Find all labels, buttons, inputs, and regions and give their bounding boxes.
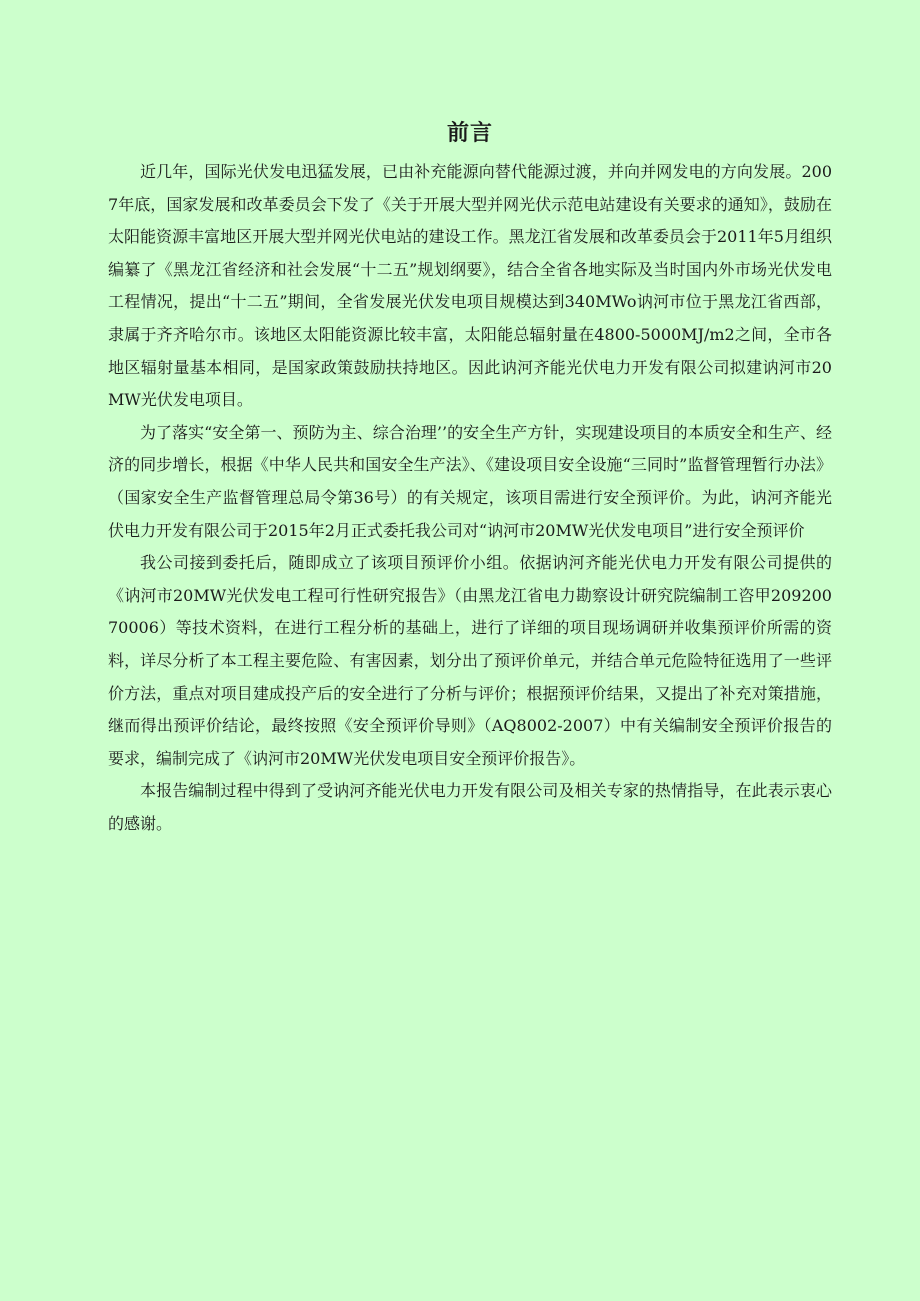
paragraph-2: 为了落实“安全第一、预防为主、综合治理’’的安全生产方针，实现建设项目的本质安全和生产、经济的同步增长，根据《中华人民共和国安全生产法》、《建设项目安全设施“三同时”监督管理暂行办法》（国家安全生产监督管理总局令第36号）的有关规定，该项目需进行安全预评价。为此，讷河齐能光伏电力开发有限公司于2015年2月正式委托我公司对“讷河市20MW光伏发电项目”进行安全预评价 — [108, 422, 832, 540]
page-title: 前言 — [446, 121, 493, 146]
paragraph-1: 近几年，国际光伏发电迅猛发展，已由补充能源向替代能源过渡，并向并网发电的方向发展。2007年底，国家发展和改革委员会下发了《关于开展大型并网光伏示范电站建设有关要求的通知》，鼓励在太阳能资源丰富地区开展大型并网光伏电站的建设工作。黑龙江省发展和改革委员会于2011年5月组织编纂了《黑龙江省经济和社会发展“十二五”规划纲要》，结合全省各地实际及当时国内外市场光伏发电工程情况，提出“十二五”期间，全省发展光伏发电项目规模达到340MWo讷河市位于黑龙江省西部，隶属于齐齐哈尔市。该地区太阳能资源比较丰富，太阳能总辐射量在4800-5000MJ/m2之间，全市各地区辐射量基本相同，是国家政策鼓励扶持地区。因此讷河齐能光伏电力开发有限公司拟建讷河市20MW光伏发电项目。 — [108, 162, 832, 410]
paragraph-4: 本报告编制过程中得到了受讷河齐能光伏电力开发有限公司及相关专家的热情指导，在此表示衷心的感谢。 — [108, 781, 832, 833]
paragraph-3: 我公司接到委托后，随即成立了该项目预评价小组。依据讷河齐能光伏电力开发有限公司提供的《讷河市20MW光伏发电工程可行性研究报告》（由黑龙江省电力勘察设计研究院编制工咨甲20920070006）等技术资料，在进行工程分析的基础上，进行了详细的项目现场调研并收集预评价所需的资料，详尽分析了本工程主要危险、有害因素，划分出了预评价单元，并结合单元危险特征选用了一些评价方法，重点对项目建成投产后的安全进行了分析与评价；根据预评价结果，又提出了补充对策措施，继而得出预评价结论，最终按照《安全预评价导则》（AQ8002-2007）中有关编制安全预评价报告的要求，编制完成了《讷河市20MW光伏发电项目安全预评价报告》。 — [108, 553, 832, 768]
